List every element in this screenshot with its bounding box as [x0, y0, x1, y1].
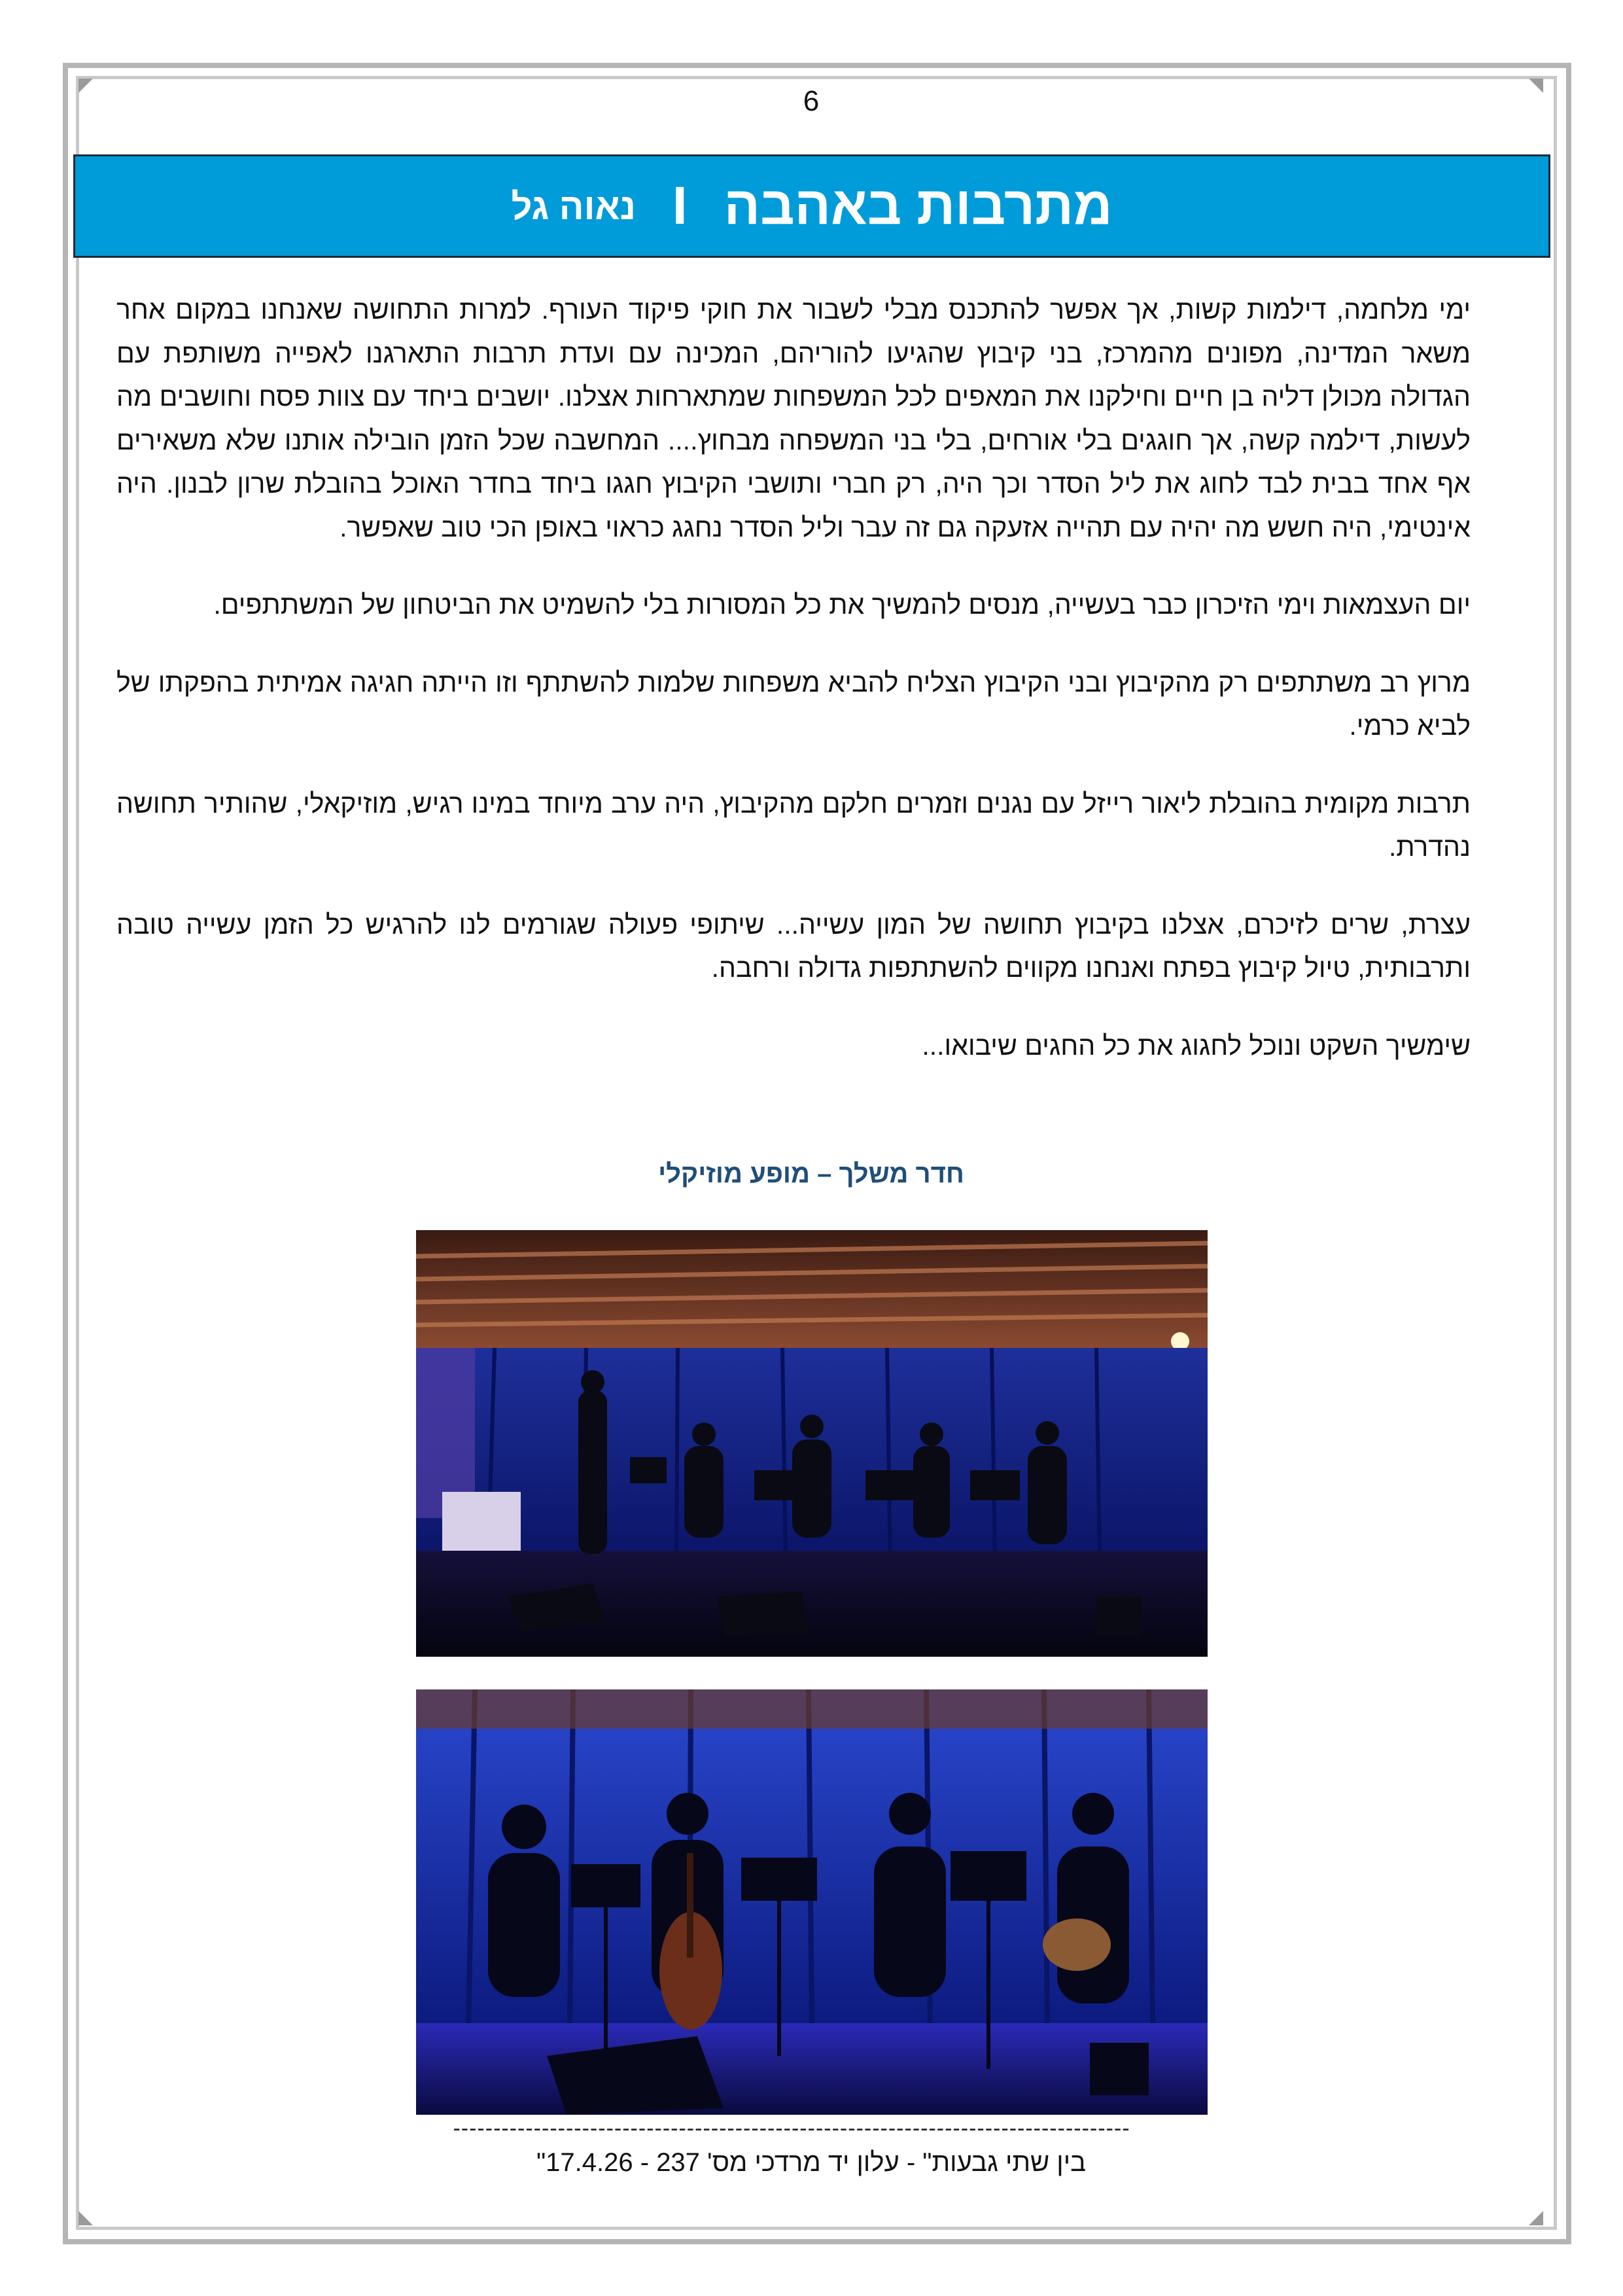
- corner-ornament-top-right: [1529, 79, 1543, 93]
- article-paragraph: מרוץ רב משתתפים רק מהקיבוץ ובני הקיבוץ הצליח להביא משפחות שלמות להשתתף וזו הייתה חגיגה אמיתית בהפקתו של לביא כרמי.: [116, 667, 1471, 741]
- article-paragraph: ימי מלחמה, דילמות קשות, אך אפשר להתכנס מבלי לשבור את חוקי פיקוד העורף. למרות התחושה שאנחנו במקום אחר משאר המדינה, מפונים מהמרכז, בני קיבוץ שהגיעו להוריהם, המכינה עם ועדת תרבות התארגנו לאפייה משותפת עם הגדולה מכולן דליה בן חיים וחילקנו את המאפים לכל המשפחות שמתארחות אצלנו. יושבים ביחד עם צוות פסח וחושבים מה לעשות, דילמה קשה, אך חוגגים בלי אורחים, בלי בני המשפחה מבחוץ.... המחשבה שכל הזמן הובילה אותנו שלא משאירים אף אחד בבית לבד לחוג את ליל הסדר וכך היה, רק חברי ותושבי הקיבוץ חגגו ביחד בחדר האוכל בהובלת שרון לבנון. היה אינטימי, היה חשש מה יהיה עם תהייה אזעקה גם זה עבר וליל הסדר נחגג כראוי באופן הכי טוב שאפשר.: [116, 294, 1471, 542]
- page-number: 6: [803, 85, 820, 117]
- article-paragraph: עצרת, שרים לזיכרם, אצלנו בקיבוץ תחושה של המון עשייה... שיתופי פעולה שגורמים לנו להרגיש כל הזמן עשייה טובה ותרבותית, טיול קיבוץ בפתח ואנחנו מקווים להשתתפות גדולה ורחבה.: [116, 909, 1471, 983]
- section-header-banner: [73, 154, 1550, 258]
- footer-text: "בין שתי גבעות" - עלון יד מרדכי מס' 237 - 17.4.26: [536, 2148, 1087, 2177]
- photo-caption: חדר משלך – מופע מוזיקלי: [658, 1159, 964, 1188]
- author-name: נאוה גל: [511, 185, 636, 227]
- article-paragraph: יום העצמאות וימי הזיכרון כבר בעשייה, מנסים להמשיך את כל המסורות בלי להשמיט את הביטחון של המשתתפים.: [213, 590, 1471, 620]
- corner-ornament-bottom-left: [79, 2211, 93, 2225]
- footer-divider: ------------------------------------------------------------------------------------: [453, 2116, 1130, 2141]
- article-paragraph: תרבות מקומית בהובלת ליאור רייזל עם נגנים וזמרים חלקם מהקיבוץ, היה ערב מיוחד במינו רגיש, מוזיקאלי, שהותיר תחושה נהדרת.: [116, 788, 1471, 862]
- stage-photo-musicians: [416, 1689, 1208, 2115]
- title-separator: I: [672, 176, 688, 236]
- article-paragraph: שימשיך השקט ונוכל לחגוג את כל החגים שיבואו...: [922, 1030, 1471, 1061]
- stage-photo-wide: [416, 1230, 1208, 1657]
- article-body: [116, 288, 1471, 1101]
- section-title: מתרבות באהבה: [724, 176, 1113, 236]
- corner-ornament-top-left: [79, 79, 93, 93]
- corner-ornament-bottom-right: [1529, 2211, 1543, 2225]
